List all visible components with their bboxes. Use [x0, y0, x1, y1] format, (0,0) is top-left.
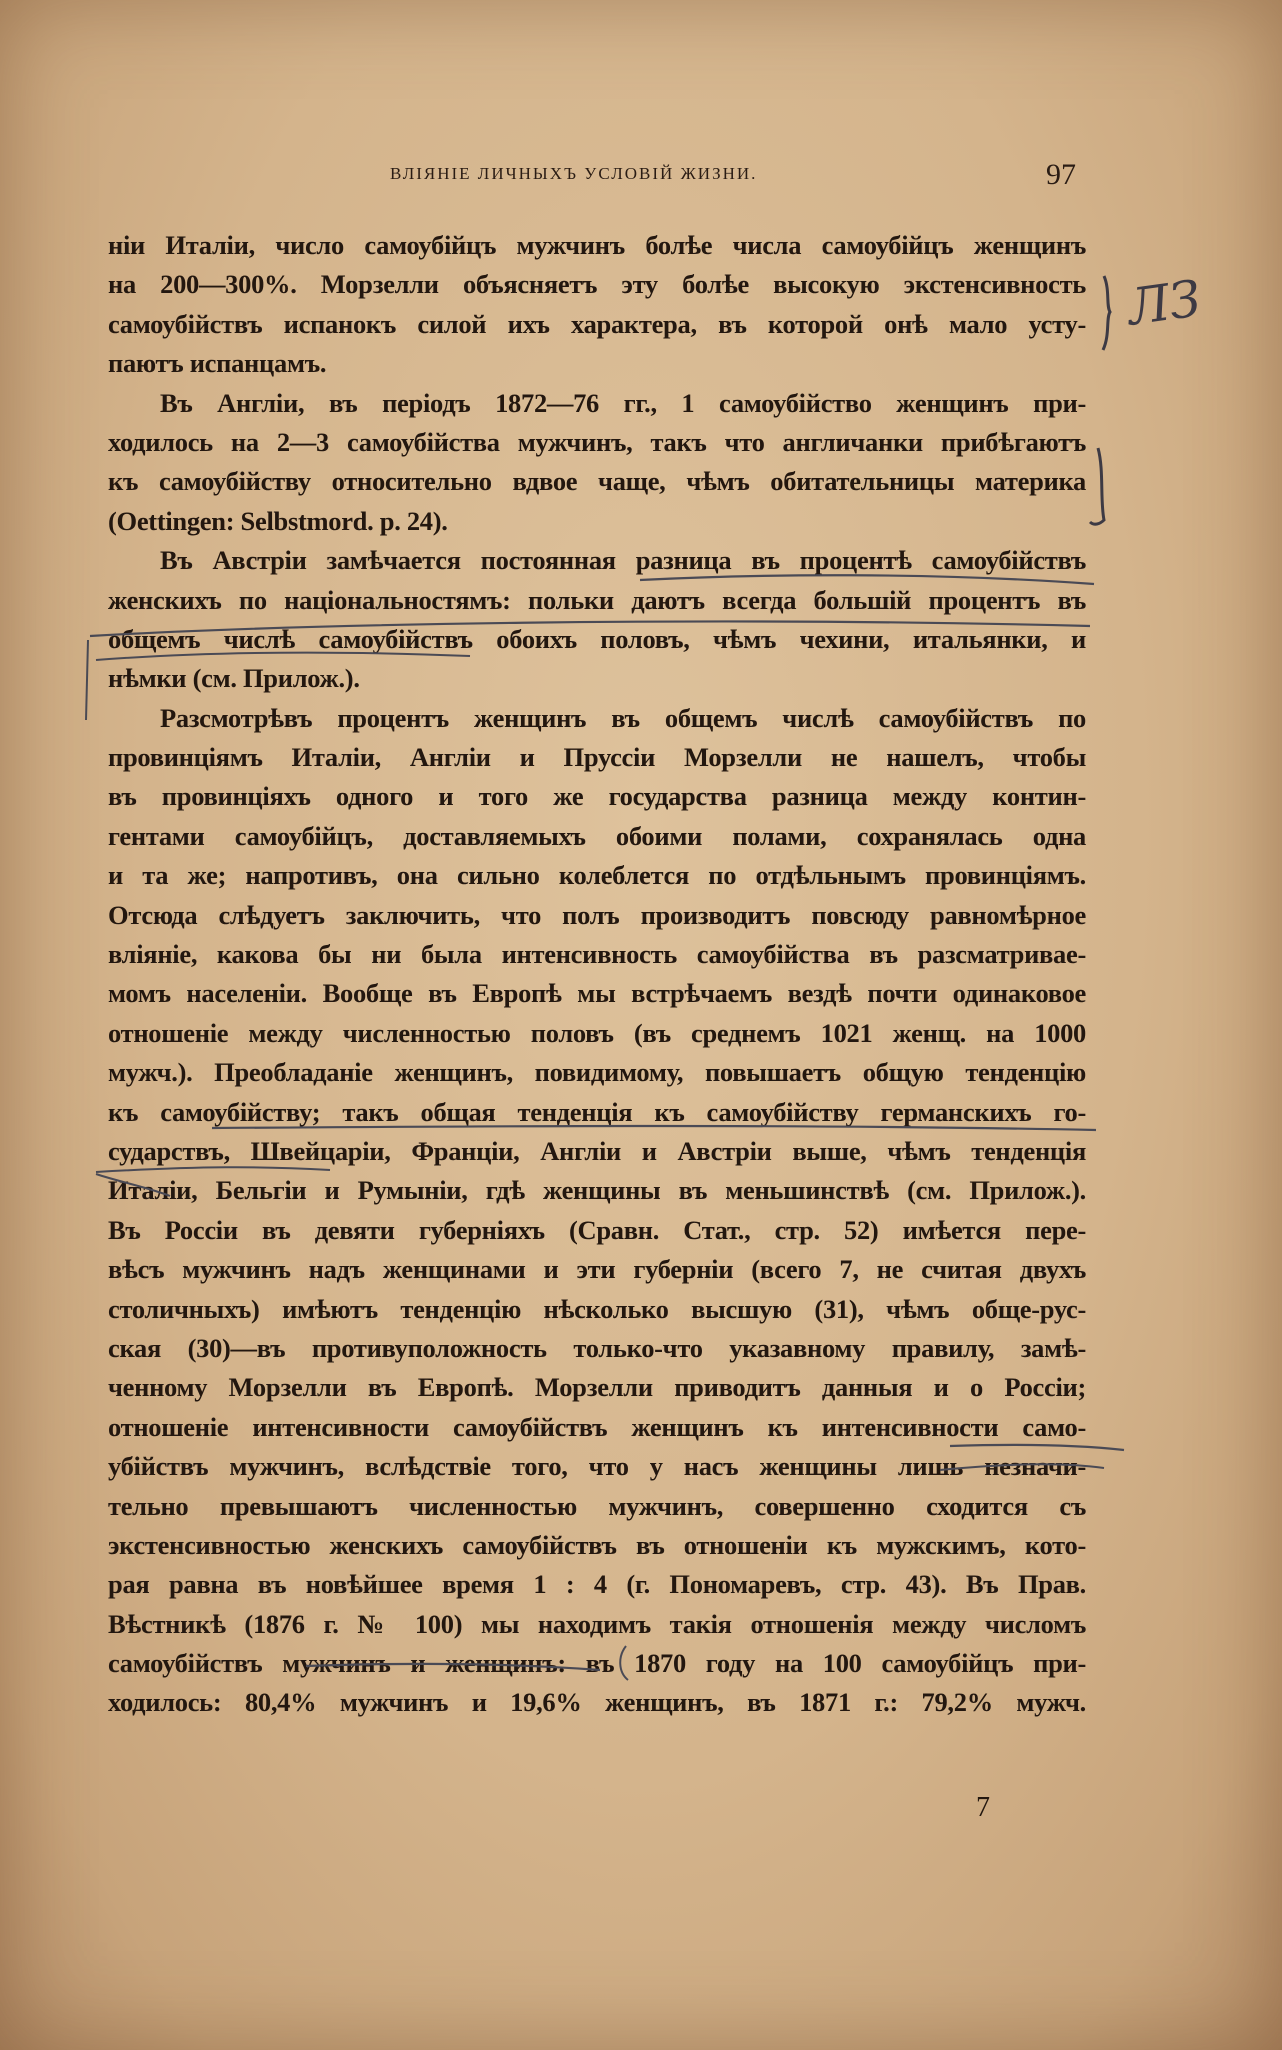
- text-line: (Oettingen: Selbstmord. p. 24).: [108, 505, 448, 536]
- text-line: отношеніе между численностью половъ (въ среднемъ 1021 женщ. на 1000: [108, 1017, 1086, 1048]
- margin-bracket-2: [1090, 448, 1104, 524]
- text-line: ніи Италіи, число самоубійцъ мужчинъ болѣе числа самоубійцъ женщинъ: [108, 230, 1086, 260]
- text-line: паютъ испанцамъ.: [108, 348, 327, 379]
- text-line: ченному Морзелли въ Европѣ. Морзелли приводитъ данныя и о Россіи;: [108, 1372, 1086, 1403]
- text-line: Въ Россіи въ девяти губерніяхъ (Сравн. Стат., стр. 52) имѣется пере-: [108, 1214, 1086, 1245]
- text-line: Въ Англіи, въ періодъ 1872—76 гг., 1 самоубійство женщинъ при-: [160, 387, 1086, 418]
- printer-signature-mark: 7: [976, 1792, 990, 1823]
- running-header: [370, 158, 1080, 194]
- text-line: Отсюда слѣдуетъ заключить, что полъ производитъ повсюду равномѣрное: [108, 899, 1086, 930]
- text-line: Италіи, Бельгіи и Румыніи, гдѣ женщины въ меньшинствѣ (см. Прилож.).: [108, 1175, 1086, 1206]
- running-header-title: ВЛІЯНІЕ ЛИЧНЫХЪ УСЛОВІЙ ЖИЗНИ.: [390, 164, 758, 183]
- text-line: самоубійствъ мужчинъ и женщинъ: въ 1870 году на 100 самоубійцъ при-: [108, 1648, 1086, 1679]
- text-line: ская (30)—въ противуположность только-что указавному правилу, замѣ-: [108, 1332, 1086, 1363]
- text-line: мужч.). Преобладаніе женщинъ, повидимому, повышаетъ общую тенденцію: [108, 1057, 1086, 1088]
- text-line: столичныхъ) имѣютъ тенденцію нѣсколько высшую (31), чѣмъ обще-рус-: [108, 1293, 1086, 1324]
- text-line: гентами самоубійцъ, доставляемыхъ обоими полами, сохранялась одна: [108, 820, 1086, 851]
- text-line: ходилось: 80,4% мужчинъ и 19,6% женщинъ, въ 1871 г.: 79,2% мужч.: [108, 1687, 1086, 1718]
- left-margin-bar: [86, 640, 88, 720]
- body-text: [108, 226, 1086, 1723]
- text-line: момъ населеніи. Вообще въ Европѣ мы встрѣчаемъ вездѣ почти одинаковое: [108, 978, 1086, 1009]
- text-line: провинціямъ Италіи, Англіи и Пруссіи Морзелли не нашелъ, чтобы: [108, 742, 1086, 773]
- text-line: Въ Австріи замѣчается постоянная разница въ процентѣ самоубійствъ: [160, 545, 1086, 576]
- text-line: самоубійствъ испанокъ силой ихъ характера, въ которой онѣ мало усту-: [108, 308, 1086, 339]
- text-line: рая равна въ новѣйшее время 1 : 4 (г. Пономаревъ, стр. 43). Въ Прав.: [108, 1569, 1086, 1600]
- margin-note: ЛЗ: [1124, 269, 1205, 337]
- text-line: сударствъ, Швейцаріи, Франціи, Англіи и Австріи выше, чѣмъ тенденція: [108, 1135, 1086, 1166]
- text-line: къ самоубійству; такъ общая тенденція къ самоубійству германскихъ го-: [108, 1096, 1086, 1127]
- text-line: отношеніе интенсивности самоубійствъ женщинъ къ интенсивности само-: [108, 1411, 1086, 1442]
- text-line: женскихъ по національностямъ: польки даютъ всегда большій процентъ въ: [108, 584, 1086, 615]
- text-line: на 200—300%. Морзелли объясняетъ эту болѣе высокую экстенсивность: [108, 269, 1086, 300]
- text-line: Вѣстникѣ (1876 г. № 100) мы находимъ такія отношенія между числомъ: [108, 1608, 1086, 1639]
- text-line: вліяніе, какова бы ни была интенсивность самоубійства въ разсматривае-: [108, 939, 1086, 970]
- text-line: ходилось на 2—3 самоубійства мужчинъ, такъ что англичанки прибѣгаютъ: [108, 426, 1086, 457]
- page-number: 97: [1046, 158, 1076, 191]
- text-line: и та же; напротивъ, она сильно колеблется по отдѣльнымъ провинціямъ.: [108, 860, 1086, 891]
- text-line: къ самоубійству относительно вдвое чаще, чѣмъ обитательницы материка: [108, 466, 1086, 497]
- text-line: Разсмотрѣвъ процентъ женщинъ въ общемъ числѣ самоубійствъ по: [160, 702, 1086, 733]
- text-line: экстенсивностью женскихъ самоубійствъ въ отношеніи къ мужскимъ, кото-: [108, 1529, 1086, 1560]
- text-line: тельно превышаютъ численностью мужчинъ, совершенно сходится съ: [108, 1490, 1086, 1521]
- text-line: общемъ числѣ самоубійствъ обоихъ половъ, чѣмъ чехини, итальянки, и: [108, 623, 1086, 654]
- text-line: вѣсъ мужчинъ надъ женщинами и эти губерніи (всего 7, не считая двухъ: [108, 1254, 1086, 1285]
- text-line: убійствъ мужчинъ, вслѣдствіе того, что у насъ женщины лишь незначи-: [108, 1451, 1086, 1482]
- text-line: въ провинціяхъ одного и того же государства разница между контин-: [108, 781, 1086, 812]
- text-line: нѣмки (см. Прилож.).: [108, 663, 360, 694]
- margin-bracket-1: [1103, 276, 1110, 350]
